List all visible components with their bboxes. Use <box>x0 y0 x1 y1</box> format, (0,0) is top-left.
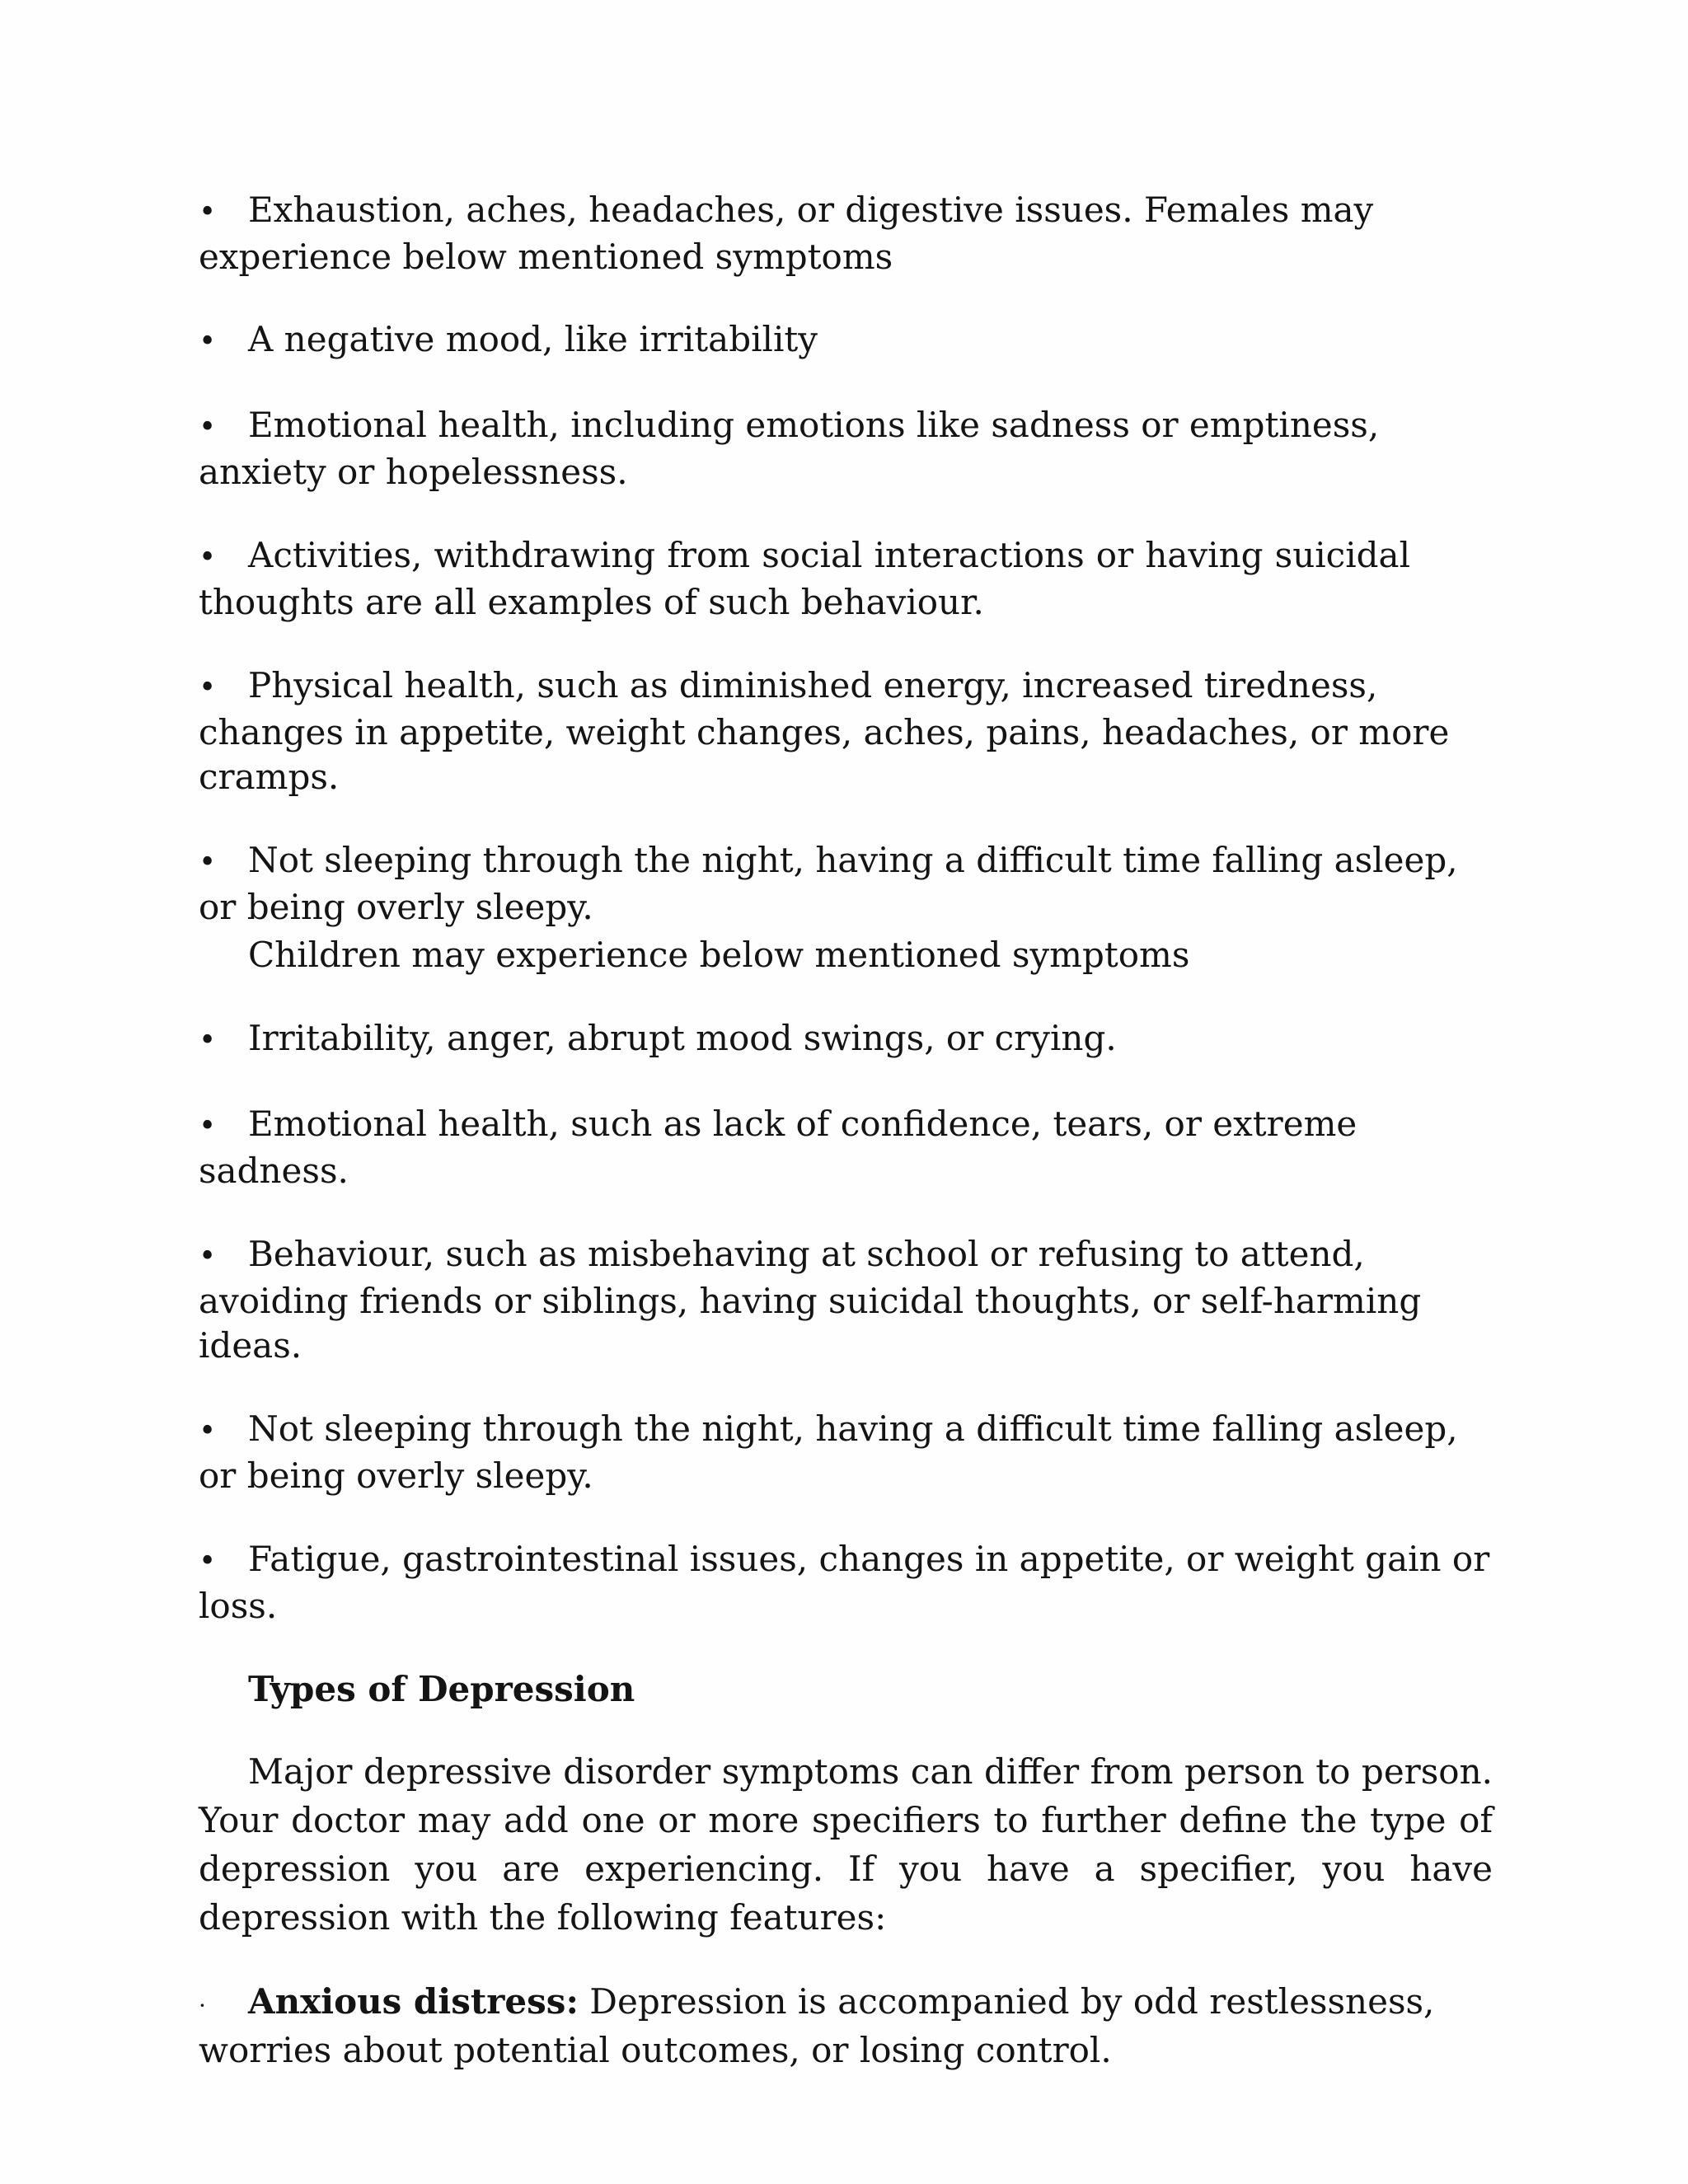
bullet-icon: • <box>199 1544 217 1578</box>
list-item <box>199 1102 1493 1193</box>
list-item-text: Irritability, anger, abrupt mood swings, or crying. <box>248 1018 1117 1058</box>
list-item <box>199 1232 1493 1368</box>
list-item <box>199 403 1493 494</box>
bullet-icon: • <box>199 195 217 229</box>
list-item-text: Fatigue, gastrointestinal issues, changes in appetite, or weight gain or loss. <box>199 1539 1490 1626</box>
specifier-term: Anxious distress: <box>248 1981 579 2022</box>
bullet-icon: • <box>199 1240 217 1273</box>
specifier-description: Depression is accompanied by odd restlessness, worries about potential outcomes, or losing control. <box>199 1981 1435 2070</box>
list-item <box>199 1407 1493 1498</box>
types-paragraph: Major depressive disorder symptoms can differ from person to person. Your doctor may add one or more specifiers to further define the type of depression you are experiencing. If you have a specifier, you have depression with the following features: <box>199 1751 1493 1938</box>
bullet-icon: • <box>199 410 217 444</box>
list-item <box>199 317 1493 364</box>
list-item <box>199 533 1493 625</box>
children-intro: Children may experience below mentioned symptoms <box>248 935 1190 975</box>
bullet-icon: • <box>199 541 217 574</box>
bullet-icon: • <box>199 325 217 359</box>
list-item-text: Behaviour, such as misbehaving at school or refusing to attend, avoiding friends or siblings, having suicidal thoughts, or self-harming ideas. <box>199 1234 1422 1366</box>
section-heading: Types of Depression <box>248 1669 635 1709</box>
bullet-icon: · <box>199 1992 206 2019</box>
bullet-icon: • <box>199 1414 217 1448</box>
list-item-text: Not sleeping through the night, having a difficult time falling asleep, or being overly sleepy. <box>199 840 1458 927</box>
list-item-text: A negative mood, like irritability <box>248 319 818 359</box>
list-item-text: Exhaustion, aches, headaches, or digestive issues. Females may experience below mentioned symptoms <box>199 190 1374 277</box>
bullet-icon: • <box>199 1109 217 1143</box>
list-item-text: Emotional health, such as lack of confidence, tears, or extreme sadness. <box>199 1104 1357 1191</box>
list-item-text: Emotional health, including emotions like sadness or emptiness, anxiety or hopelessness. <box>199 405 1380 492</box>
list-item <box>199 1980 1493 2073</box>
bullet-icon: • <box>199 1024 217 1057</box>
bullet-icon: • <box>199 671 217 705</box>
list-item-text: Physical health, such as diminished energy, increased tiredness, changes in appetite, weight changes, aches, pains, headaches, or more cramps. <box>199 665 1450 797</box>
list-item-text: Activities, withdrawing from social interactions or having suicidal thoughts are all examples of such behaviour. <box>199 535 1410 622</box>
list-item-text: Not sleeping through the night, having a difficult time falling asleep, or being overly sleepy. <box>199 1408 1458 1496</box>
list-item <box>199 1537 1493 1629</box>
page-content <box>199 188 1493 2073</box>
bullet-icon: • <box>199 846 217 879</box>
list-item <box>199 188 1493 279</box>
list-item <box>199 1016 1493 1063</box>
list-item <box>199 663 1493 799</box>
list-item <box>199 838 1493 930</box>
